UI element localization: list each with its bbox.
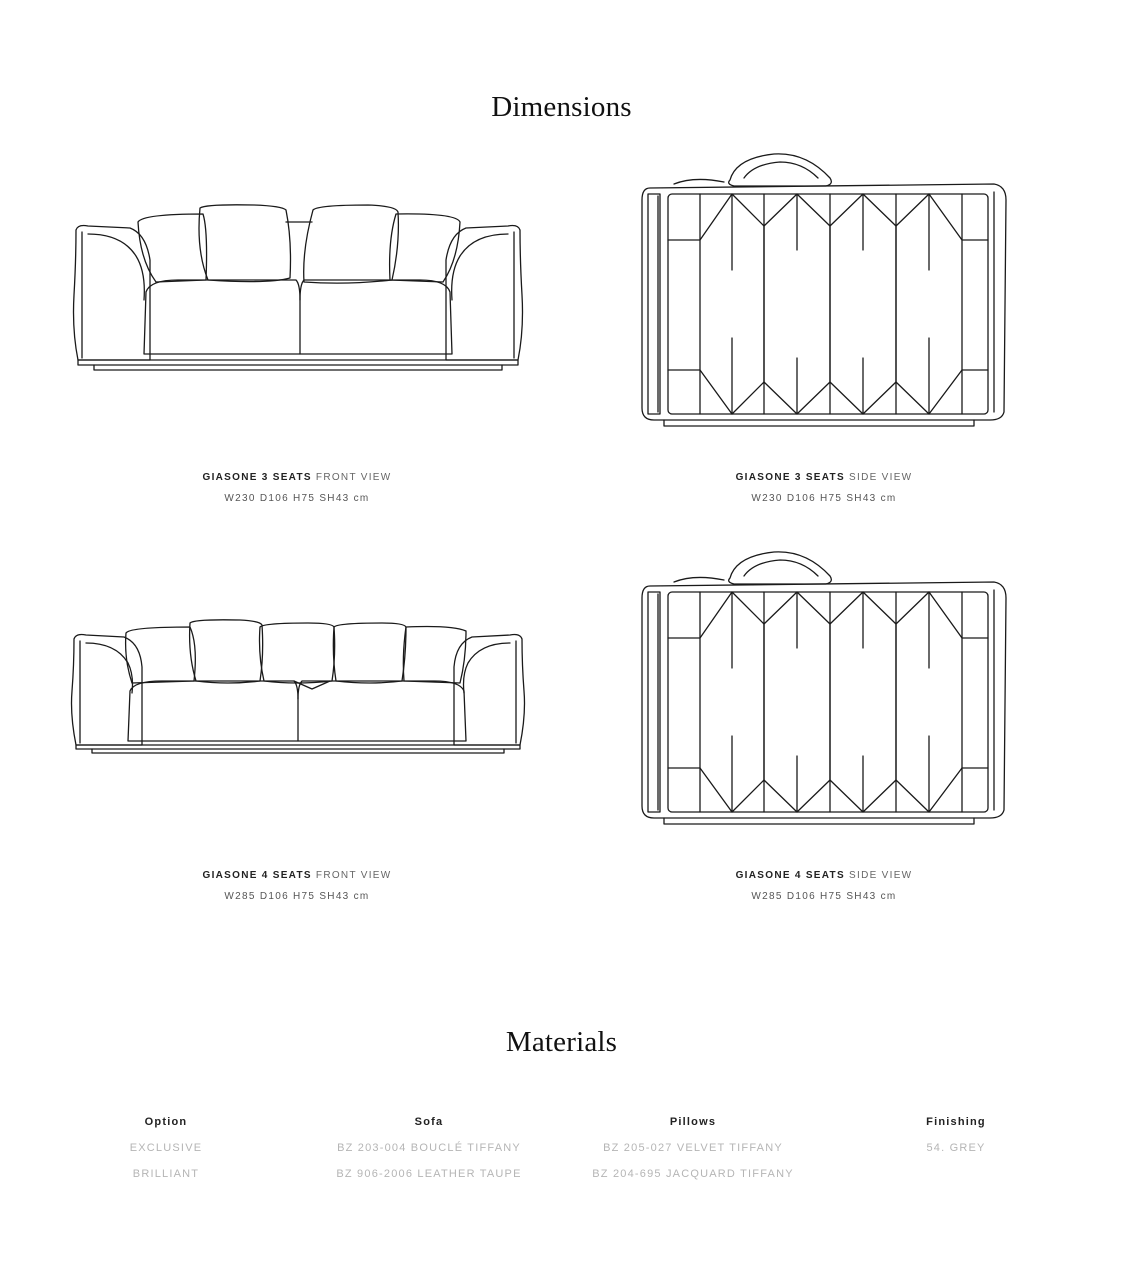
dimension-values: W285 D106 H75 SH43 cm	[224, 891, 370, 902]
caption-3-seats-side	[624, 467, 1024, 509]
material-value: BRILLIANT	[132, 1168, 200, 1180]
material-value: BZ 906-2006 LEATHER TAUPE	[336, 1168, 522, 1180]
dimensions-title: Dimensions	[491, 91, 632, 123]
material-value: BZ 205-027 VELVET TIFFANY	[603, 1142, 783, 1154]
caption-4-seats-side	[624, 865, 1024, 907]
materials-column-option	[16, 1114, 316, 1192]
model-name: GIASONE 4 SEATS	[202, 870, 312, 881]
material-value: EXCLUSIVE	[129, 1142, 203, 1154]
model-name: GIASONE 3 SEATS	[202, 472, 312, 483]
view-label: FRONT VIEW	[315, 472, 392, 483]
materials-column-sofa	[279, 1114, 579, 1192]
caption-4-seats-front	[97, 865, 497, 907]
dimension-values: W230 D106 H75 SH43 cm	[224, 493, 370, 504]
sofa-4-seats-side-drawing	[634, 546, 1014, 826]
caption-3-seats-front	[97, 467, 497, 509]
column-header: Sofa	[414, 1116, 444, 1128]
sofa-3-seats-front-drawing	[68, 200, 528, 375]
view-label: SIDE VIEW	[849, 870, 913, 881]
column-header: Pillows	[669, 1116, 717, 1128]
materials-title: Materials	[505, 1026, 618, 1058]
materials-column-pillows	[543, 1114, 843, 1192]
column-header: Option	[144, 1116, 188, 1128]
sofa-3-seats-side-drawing	[634, 150, 1014, 428]
dimension-values: W285 D106 H75 SH43 cm	[751, 891, 897, 902]
model-name: GIASONE 3 SEATS	[735, 472, 845, 483]
column-header: Finishing	[926, 1116, 986, 1128]
material-value: BZ 204-695 JACQUARD TIFFANY	[592, 1168, 794, 1180]
view-label: SIDE VIEW	[849, 472, 913, 483]
material-value: 54. GREY	[926, 1142, 986, 1154]
view-label: FRONT VIEW	[315, 870, 392, 881]
sofa-4-seats-front-drawing	[68, 615, 528, 760]
materials-column-finishing	[806, 1114, 1106, 1166]
material-value: BZ 203-004 BOUCLÉ TIFFANY	[337, 1142, 521, 1154]
dimension-values: W230 D106 H75 SH43 cm	[751, 493, 897, 504]
model-name: GIASONE 4 SEATS	[735, 870, 845, 881]
